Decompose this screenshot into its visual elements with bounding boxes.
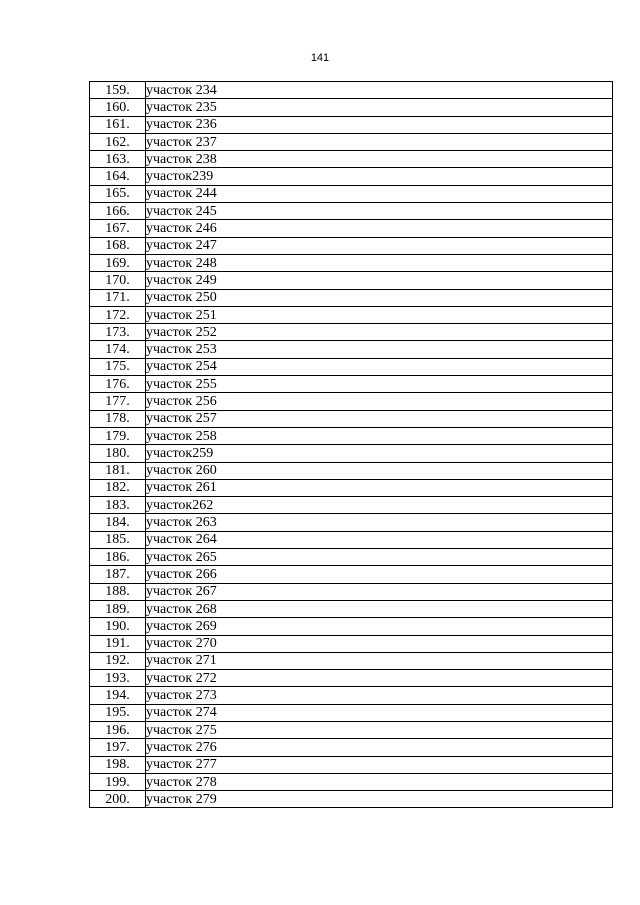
row-number-cell: 183. bbox=[90, 497, 146, 514]
row-number-cell: 185. bbox=[90, 531, 146, 548]
plot-name-cell: участок 279 bbox=[146, 791, 613, 808]
table-row bbox=[90, 462, 613, 479]
table-row bbox=[90, 341, 613, 358]
row-number-cell: 182. bbox=[90, 479, 146, 496]
table-row bbox=[90, 514, 613, 531]
table-row bbox=[90, 133, 613, 150]
table-row bbox=[90, 791, 613, 808]
plot-name-cell: участок 251 bbox=[146, 306, 613, 323]
row-number-cell: 189. bbox=[90, 600, 146, 617]
table-row bbox=[90, 220, 613, 237]
table-row bbox=[90, 237, 613, 254]
plot-name-cell: участок 256 bbox=[146, 393, 613, 410]
plot-name-cell: участок 249 bbox=[146, 272, 613, 289]
row-number-cell: 173. bbox=[90, 324, 146, 341]
row-number-cell: 195. bbox=[90, 704, 146, 721]
table-row bbox=[90, 168, 613, 185]
row-number-cell: 165. bbox=[90, 185, 146, 202]
plot-name-cell: участок 263 bbox=[146, 514, 613, 531]
table-row bbox=[90, 306, 613, 323]
plot-name-cell: участок 238 bbox=[146, 151, 613, 168]
plot-name-cell: участок 244 bbox=[146, 185, 613, 202]
row-number-cell: 186. bbox=[90, 549, 146, 566]
table-row bbox=[90, 151, 613, 168]
table-row bbox=[90, 635, 613, 652]
row-number-cell: 194. bbox=[90, 687, 146, 704]
plot-name-cell: участок 272 bbox=[146, 670, 613, 687]
table-row bbox=[90, 358, 613, 375]
row-number-cell: 161. bbox=[90, 116, 146, 133]
plot-name-cell: участок 270 bbox=[146, 635, 613, 652]
table-row bbox=[90, 393, 613, 410]
plot-name-cell: участок 254 bbox=[146, 358, 613, 375]
table-row bbox=[90, 773, 613, 790]
row-number-cell: 177. bbox=[90, 393, 146, 410]
table-row bbox=[90, 721, 613, 738]
plot-name-cell: участок 260 bbox=[146, 462, 613, 479]
plot-name-cell: участок262 bbox=[146, 497, 613, 514]
row-number-cell: 184. bbox=[90, 514, 146, 531]
row-number-cell: 176. bbox=[90, 376, 146, 393]
row-number-cell: 198. bbox=[90, 756, 146, 773]
table-row bbox=[90, 549, 613, 566]
table-row bbox=[90, 324, 613, 341]
plot-name-cell: участок 252 bbox=[146, 324, 613, 341]
row-number-cell: 159. bbox=[90, 82, 146, 99]
table-row bbox=[90, 289, 613, 306]
plot-name-cell: участок 250 bbox=[146, 289, 613, 306]
plot-name-cell: участок 237 bbox=[146, 133, 613, 150]
plot-name-cell: участок 261 bbox=[146, 479, 613, 496]
plot-name-cell: участок 248 bbox=[146, 254, 613, 271]
table-row bbox=[90, 497, 613, 514]
row-number-cell: 174. bbox=[90, 341, 146, 358]
plot-name-cell: участок 266 bbox=[146, 566, 613, 583]
plot-name-cell: участок 268 bbox=[146, 600, 613, 617]
plot-name-cell: участок 246 bbox=[146, 220, 613, 237]
plot-name-cell: участок 236 bbox=[146, 116, 613, 133]
table-row bbox=[90, 410, 613, 427]
table-row bbox=[90, 600, 613, 617]
plot-name-cell: участок 245 bbox=[146, 203, 613, 220]
row-number-cell: 179. bbox=[90, 427, 146, 444]
row-number-cell: 199. bbox=[90, 773, 146, 790]
plot-name-cell: участок 255 bbox=[146, 376, 613, 393]
plot-name-cell: участок 257 bbox=[146, 410, 613, 427]
table-row bbox=[90, 99, 613, 116]
table-row bbox=[90, 445, 613, 462]
table-row bbox=[90, 583, 613, 600]
plot-name-cell: участок 276 bbox=[146, 739, 613, 756]
table-row bbox=[90, 272, 613, 289]
row-number-cell: 180. bbox=[90, 445, 146, 462]
row-number-cell: 190. bbox=[90, 618, 146, 635]
row-number-cell: 192. bbox=[90, 652, 146, 669]
plot-name-cell: участок 264 bbox=[146, 531, 613, 548]
table-row bbox=[90, 739, 613, 756]
plots-table-body bbox=[90, 82, 613, 808]
row-number-cell: 193. bbox=[90, 670, 146, 687]
plot-name-cell: участок 267 bbox=[146, 583, 613, 600]
page-number: 141 bbox=[310, 52, 330, 64]
plot-name-cell: участок 265 bbox=[146, 549, 613, 566]
table-row bbox=[90, 203, 613, 220]
row-number-cell: 168. bbox=[90, 237, 146, 254]
row-number-cell: 196. bbox=[90, 721, 146, 738]
plot-name-cell: участок259 bbox=[146, 445, 613, 462]
table-row bbox=[90, 116, 613, 133]
row-number-cell: 171. bbox=[90, 289, 146, 306]
table-row bbox=[90, 531, 613, 548]
plot-name-cell: участок 258 bbox=[146, 427, 613, 444]
row-number-cell: 167. bbox=[90, 220, 146, 237]
row-number-cell: 170. bbox=[90, 272, 146, 289]
row-number-cell: 178. bbox=[90, 410, 146, 427]
table-row bbox=[90, 652, 613, 669]
table-row bbox=[90, 479, 613, 496]
row-number-cell: 166. bbox=[90, 203, 146, 220]
row-number-cell: 169. bbox=[90, 254, 146, 271]
table-row bbox=[90, 427, 613, 444]
table-row bbox=[90, 254, 613, 271]
table-row bbox=[90, 756, 613, 773]
row-number-cell: 172. bbox=[90, 306, 146, 323]
table-row bbox=[90, 376, 613, 393]
row-number-cell: 162. bbox=[90, 133, 146, 150]
plot-name-cell: участок 247 bbox=[146, 237, 613, 254]
table-row bbox=[90, 704, 613, 721]
row-number-cell: 188. bbox=[90, 583, 146, 600]
plot-name-cell: участок239 bbox=[146, 168, 613, 185]
plot-name-cell: участок 273 bbox=[146, 687, 613, 704]
table-row bbox=[90, 670, 613, 687]
row-number-cell: 200. bbox=[90, 791, 146, 808]
plot-name-cell: участок 234 bbox=[146, 82, 613, 99]
plot-name-cell: участок 271 bbox=[146, 652, 613, 669]
row-number-cell: 197. bbox=[90, 739, 146, 756]
table-row bbox=[90, 618, 613, 635]
plots-table bbox=[89, 81, 613, 808]
row-number-cell: 163. bbox=[90, 151, 146, 168]
plot-name-cell: участок 275 bbox=[146, 721, 613, 738]
row-number-cell: 164. bbox=[90, 168, 146, 185]
row-number-cell: 160. bbox=[90, 99, 146, 116]
plot-name-cell: участок 274 bbox=[146, 704, 613, 721]
plot-name-cell: участок 277 bbox=[146, 756, 613, 773]
row-number-cell: 181. bbox=[90, 462, 146, 479]
table-row bbox=[90, 687, 613, 704]
table-row bbox=[90, 185, 613, 202]
plot-name-cell: участок 253 bbox=[146, 341, 613, 358]
row-number-cell: 187. bbox=[90, 566, 146, 583]
table-row bbox=[90, 566, 613, 583]
plot-name-cell: участок 269 bbox=[146, 618, 613, 635]
plot-name-cell: участок 235 bbox=[146, 99, 613, 116]
table-row bbox=[90, 82, 613, 99]
row-number-cell: 191. bbox=[90, 635, 146, 652]
row-number-cell: 175. bbox=[90, 358, 146, 375]
plot-name-cell: участок 278 bbox=[146, 773, 613, 790]
